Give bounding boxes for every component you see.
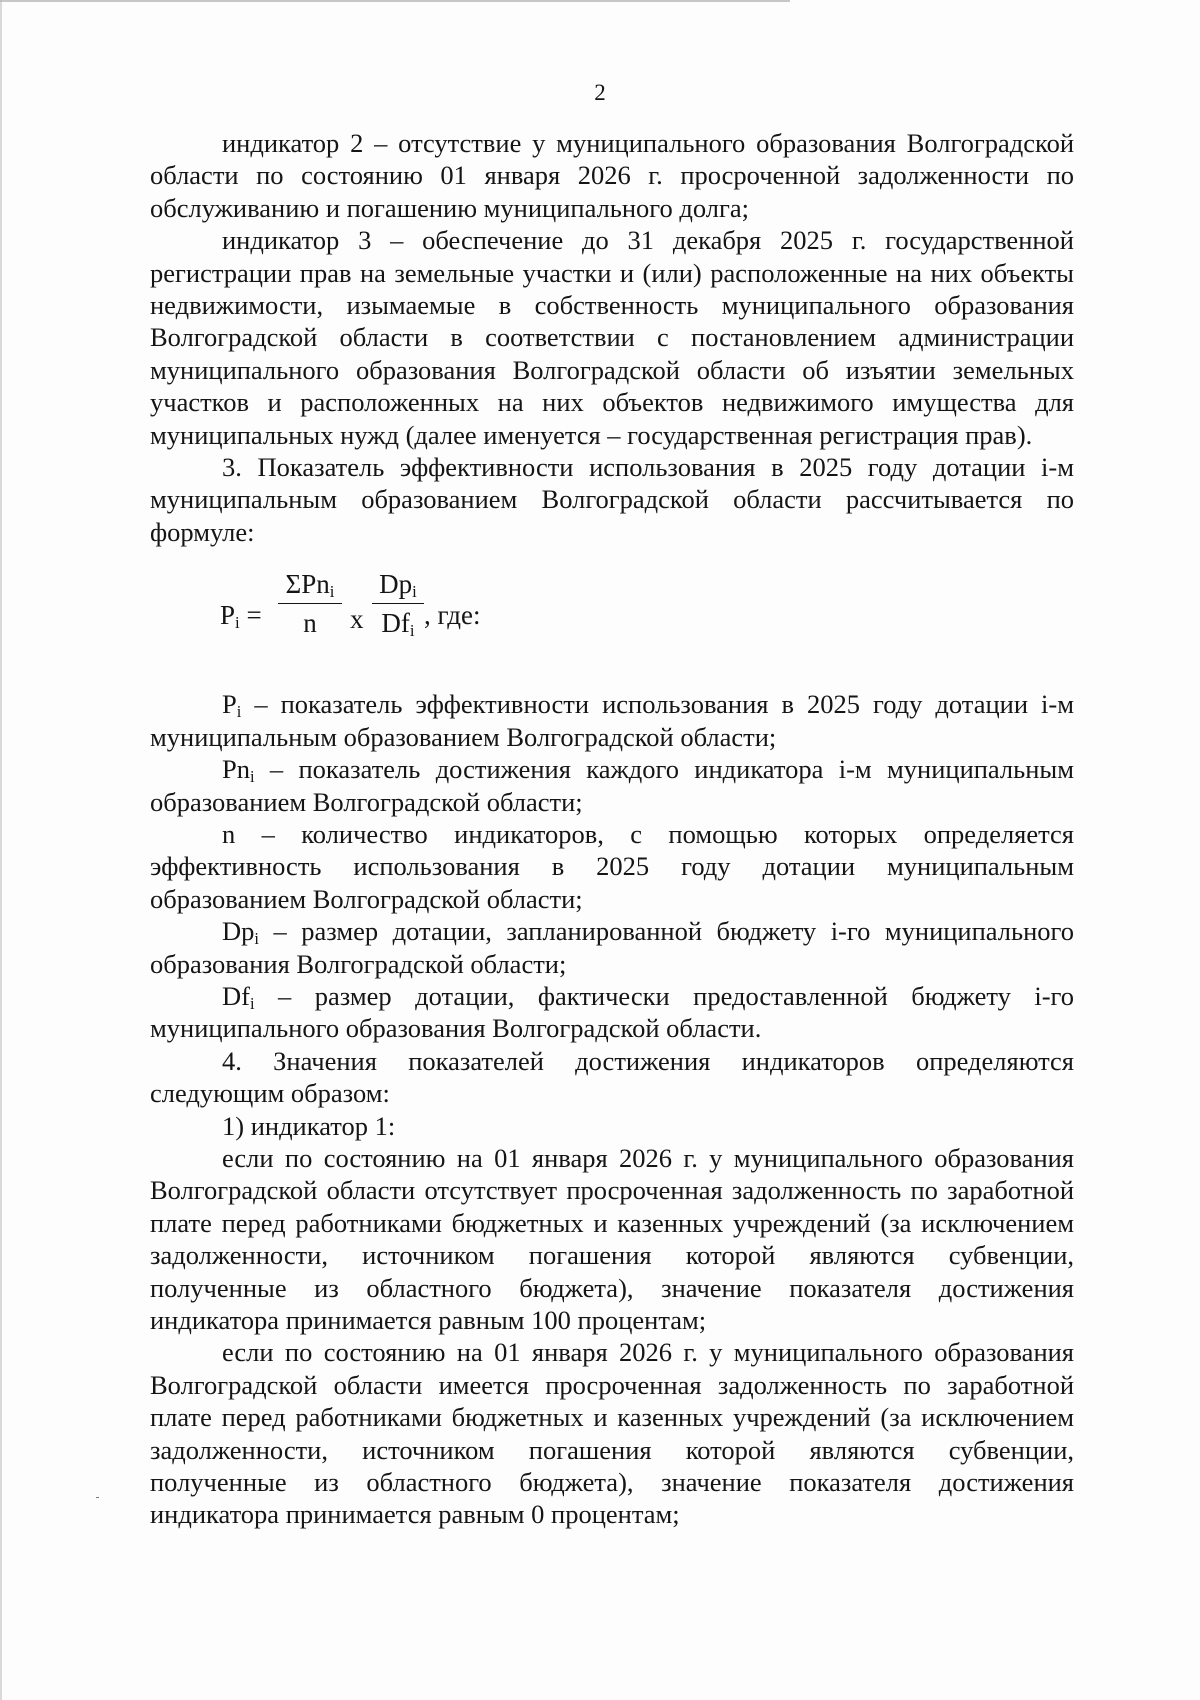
- paragraph-indicator-2: индикатор 2 – отсутствие у муниципального образования Волгоградской области по состоянию 01 января 2026 г. просроченной задолженности по обслуживанию и погашению муниципального долга;: [150, 128, 1074, 223]
- paragraph-indicator-1-heading: 1) индикатор 1:: [222, 1110, 396, 1141]
- definition-pi: $P_i$ – показатель эффективности использования в 2025 году дотации i-м муниципальным образованием Волгоградской области;: [150, 689, 1074, 752]
- formula-lhs: $P_i$ =: [220, 600, 262, 633]
- formula-tail: , где:: [424, 600, 481, 631]
- paragraph-indicator-1-absent: если по состоянию на 01 января 2026 г. у муниципального образования Волгоградской области отсутствует просроченная задолженность по заработной плате перед работниками бюджетных и казенных учреждений (за исключением задолженности, источником погашения которой являются субвенции, полученные из областного бюджета), значение показателя достижения индикатора принимается равным 100 процентам;: [150, 1142, 1074, 1335]
- definition-n: n – количество индикаторов, с помощью которых определяется эффективность использования в 2025 году дотации муниципальным образованием Волгоградской области;: [150, 818, 1074, 914]
- paragraph-section-3: 3. Показатель эффективности использования в 2025 году дотации i-м муниципальным образованием Волгоградской области рассчитывается по формуле:: [150, 452, 1074, 547]
- document-body: [150, 127, 1074, 1531]
- formula-times: x: [350, 604, 364, 635]
- definition-pni: $Pn_i$ – показатель достижения каждого индикатора i-м муниципальным образованием Волгоградской области;: [150, 754, 1074, 817]
- paragraph-indicator-1-present: если по состоянию на 01 января 2026 г. у муниципального образования Волгоградской области имеется просроченная задолженность по заработной плате перед работниками бюджетных и казенных учреждений (за исключением задолженности, источником погашения которой являются субвенции, полученные из областного бюджета), значение показателя достижения индикатора принимается равным 0 процентам;: [150, 1337, 1074, 1530]
- scan-artifact: [96, 1497, 99, 1498]
- scan-edge-top: [0, 0, 790, 2]
- definition-dfi: $Df_i$ – размер дотации, фактически предоставленной бюджету i-го муниципального образования Волгоградской области.: [150, 980, 1074, 1044]
- paragraph-section-4: 4. Значения показателей достижения индикаторов определяются следующим образом:: [150, 1045, 1074, 1109]
- formula-fraction-dotation: $Dp_i$ $Df_i$: [372, 569, 424, 638]
- efficiency-formula: [150, 548, 1074, 688]
- scan-edge-left: [0, 0, 2, 1700]
- formula-fraction-sum: ΣPn$_i$ n: [278, 569, 342, 638]
- definition-dpi: $Dp_i$ – размер дотации, запланированной бюджету i-го муниципального образования Волгоградской области;: [150, 916, 1074, 979]
- paragraph-indicator-3: индикатор 3 – обеспечение до 31 декабря 2025 г. государственной регистрации прав на земельные участки и (или) расположенные на них объекты недвижимости, изымаемые в собственность муниципального образования Волгоградской области в соответствии с постановлением администрации муниципального образования Волгоградской области об изъятии земельных участков и расположенных на них объектов недвижимого имущества для муниципальных нужд (далее именуется – государственная регистрация прав).: [150, 225, 1074, 450]
- page-number: 2: [594, 80, 606, 105]
